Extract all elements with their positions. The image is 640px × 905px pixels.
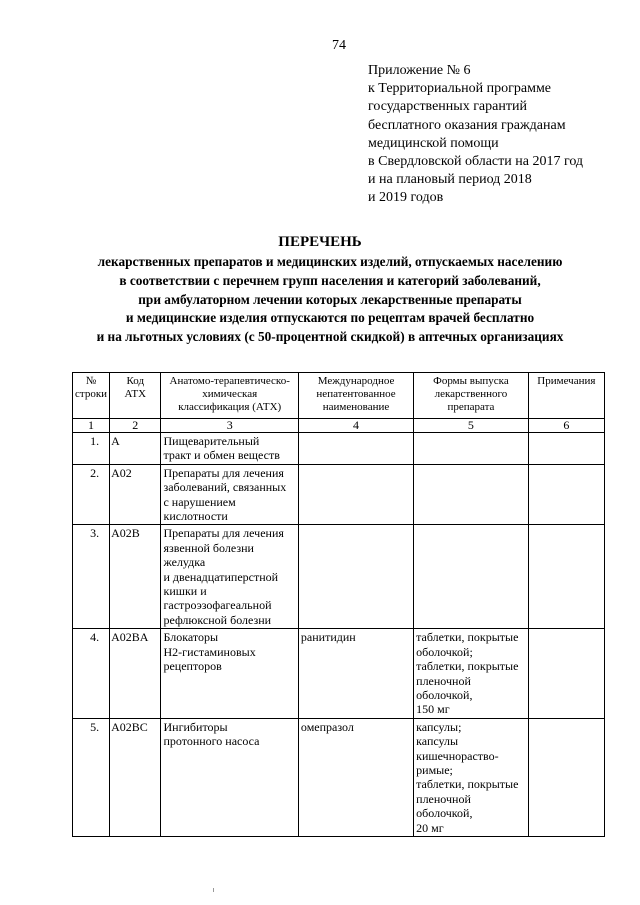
row-number: 5.	[73, 718, 110, 836]
column-header	[298, 373, 413, 419]
release-form	[414, 525, 529, 629]
column-header-line: классификация (АТХ)	[178, 401, 282, 413]
notes	[528, 629, 604, 718]
column-number: 2	[110, 419, 161, 433]
atc-classification-line: кишки и	[163, 584, 207, 599]
table-row	[73, 718, 605, 836]
release-form-line: 150 мг	[416, 702, 450, 717]
document-title: ПЕРЕЧЕНЬ	[278, 234, 362, 250]
column-header-line: Примечания	[537, 375, 596, 387]
column-header-line: Формы выпуска	[433, 375, 509, 387]
row-number: 3.	[73, 525, 110, 629]
atc-classification-line: Ингибиторы	[163, 719, 228, 734]
release-form-line: оболочкой,	[416, 687, 473, 702]
column-header-line: химическая	[202, 388, 258, 400]
release-form-line: таблетки, покрытые	[416, 659, 519, 674]
notes	[528, 525, 604, 629]
column-header-line: Код	[126, 375, 145, 387]
atc-classification-line: рефлюксной болезни	[163, 612, 272, 627]
notes	[528, 718, 604, 836]
atc-classification-line: кислотности	[163, 509, 228, 524]
notes	[528, 433, 604, 465]
column-header-line: Анатомо-терапевтическо-	[169, 375, 290, 387]
atc-classification-line: Препараты для лечения	[163, 526, 284, 541]
column-number-row	[73, 419, 605, 433]
column-header-line: АТХ	[124, 388, 147, 400]
column-number: 5	[414, 419, 529, 433]
atc-classification-line: с нарушением	[163, 494, 236, 509]
appendix-note	[368, 62, 583, 208]
table-row	[73, 464, 605, 525]
page-number: 74	[332, 38, 346, 53]
atc-classification-line: заболеваний, связанных	[163, 480, 287, 495]
atc-classification-line: и двенадцатиперстной	[163, 569, 279, 584]
notes	[528, 464, 604, 525]
atc-classification	[161, 629, 298, 718]
release-form	[414, 718, 529, 836]
table-row	[73, 525, 605, 629]
release-form	[414, 464, 529, 525]
appendix-line: государственных гарантий	[368, 99, 527, 115]
atc-classification-line: Препараты для лечения	[163, 465, 284, 480]
release-form-line: кишечнораство-	[416, 748, 499, 763]
column-header-line: наименование	[322, 401, 390, 413]
column-header-line: препарата	[447, 401, 495, 413]
release-form-line: оболочкой;	[416, 644, 473, 659]
scan-mark	[213, 888, 214, 892]
inn-name	[298, 629, 413, 718]
row-number: 2.	[73, 464, 110, 525]
atc-classification	[161, 433, 298, 465]
atc-code: A02B	[110, 525, 161, 629]
release-form	[414, 433, 529, 465]
row-number: 1.	[73, 433, 110, 465]
row-number: 4.	[73, 629, 110, 718]
atc-classification-line: Н2-гистаминовых	[163, 644, 256, 659]
document-subtitle	[40, 253, 620, 347]
atc-code: A02BC	[110, 718, 161, 836]
subtitle-line: при амбулаторном лечении которых лекарственные препараты	[138, 291, 522, 307]
release-form-line: капсулы;	[416, 719, 462, 734]
appendix-line: и на плановый период 2018	[368, 172, 532, 188]
subtitle-line: и медицинские изделия отпускаются по рецептам врачей бесплатно	[125, 310, 535, 326]
appendix-line: и 2019 годов	[368, 190, 444, 206]
atc-classification	[161, 718, 298, 836]
inn-name-line: ранитидин	[300, 630, 356, 645]
table-row	[73, 629, 605, 718]
column-header-line: строки	[75, 388, 108, 400]
atc-classification-line: язвенной болезни	[163, 540, 254, 555]
subtitle-line: и на льготных условиях (с 50-процентной скидкой) в аптечных организациях	[96, 329, 564, 345]
column-header-line: лекарственного	[434, 388, 508, 400]
atc-code: A	[110, 433, 161, 465]
column-header-line: №	[85, 375, 97, 387]
release-form	[414, 629, 529, 718]
column-header	[110, 373, 161, 419]
column-header-line: непатентованное	[316, 388, 396, 400]
atc-classification-line: Блокаторы	[163, 630, 219, 645]
atc-classification-line: тракт и обмен веществ	[163, 448, 280, 463]
appendix-line: Приложение № 6	[368, 63, 471, 78]
column-number: 4	[298, 419, 413, 433]
release-form-line: 20 мг	[416, 820, 444, 835]
release-form-line: пленочной	[416, 791, 471, 806]
column-number: 3	[161, 419, 298, 433]
atc-classification-line: Пищеварительный	[163, 434, 260, 448]
inn-name	[298, 718, 413, 836]
inn-name	[298, 525, 413, 629]
appendix-line: в Свердловской области на 2017 год	[368, 154, 584, 170]
column-header-line: Международное	[317, 375, 395, 387]
appendix-line: к Территориальной программе	[368, 81, 552, 97]
atc-classification-line: протонного насоса	[163, 734, 260, 749]
column-header	[161, 373, 298, 419]
atc-code: A02BA	[110, 629, 161, 718]
appendix-line: медицинской помощи	[368, 135, 499, 151]
release-form-line: оболочкой,	[416, 806, 473, 821]
column-header	[528, 373, 604, 419]
release-form-line: римые;	[416, 762, 453, 777]
column-header	[73, 373, 110, 419]
inn-name	[298, 464, 413, 525]
medicines-table	[72, 372, 605, 837]
atc-classification-line: гастроэзофагеальной	[163, 598, 272, 613]
atc-classification	[161, 464, 298, 525]
appendix-line: бесплатного оказания гражданам	[368, 117, 566, 133]
table-header-row	[73, 373, 605, 419]
column-number: 1	[73, 419, 110, 433]
release-form-line: таблетки, покрытые	[416, 630, 519, 645]
atc-classification-line: рецепторов	[163, 659, 222, 674]
inn-name	[298, 433, 413, 465]
release-form-line: капсулы	[416, 734, 459, 749]
subtitle-line: лекарственных препаратов и медицинских изделий, отпускаемых населению	[97, 254, 563, 269]
column-number: 6	[528, 419, 604, 433]
atc-classification	[161, 525, 298, 629]
release-form-line: пленочной	[416, 673, 471, 688]
atc-classification-line: желудка	[163, 555, 206, 570]
atc-code: A02	[110, 464, 161, 525]
table-row	[73, 433, 605, 465]
release-form-line: таблетки, покрытые	[416, 777, 519, 792]
subtitle-line: в соответствии с перечнем групп населения и категорий заболеваний,	[119, 272, 541, 288]
inn-name-line: омепразол	[300, 719, 354, 734]
column-header	[414, 373, 529, 419]
